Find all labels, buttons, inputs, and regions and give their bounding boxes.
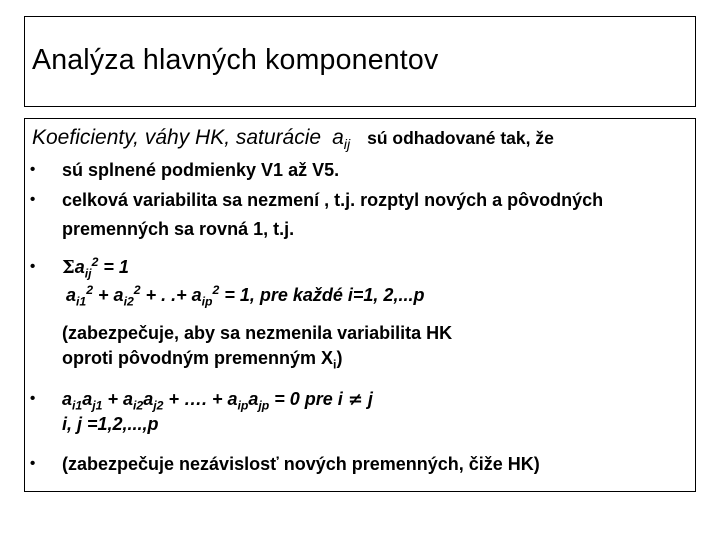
heading-rest: sú odhadované tak, že <box>367 128 554 148</box>
item-independence: (zabezpečuje nezávislosť nových premenných, čiže HK) <box>62 454 540 474</box>
bullet-1: • <box>30 161 36 178</box>
item-conditions: sú splnené podmienky V1 až V5. <box>62 160 340 180</box>
sum-expanded: $a_{i1}^2 + a_{i2}^2$ + . .+ $a_{ip}^2 = 1$, pre každé i=1, 2,...p <box>66 283 425 309</box>
heading-italic: Koeficienty, váhy HK, saturácie <box>32 126 322 149</box>
item-variability-line2: premenných sa rovná 1, t.j. <box>62 219 295 239</box>
bullet-3: • <box>30 258 36 275</box>
orthogonality-indices: i, j =1,2,...,p <box>62 414 159 434</box>
note-variability-line2: oproti pôvodným premenným $X_i$) <box>62 348 343 372</box>
content-heading <box>32 124 554 152</box>
slide-title: Analýza hlavných komponentov <box>32 44 439 76</box>
sum-formula: $\Sigma a_{ij}^2 = 1$ <box>62 255 129 281</box>
orthogonality-formula: $a_{i1}a_{j1} + a_{i2}a_{j2}$ + …. + $a_{ip}a_{jp} = 0$ pre i ≠ j <box>62 389 373 413</box>
bullet-5: • <box>30 455 36 472</box>
bullet-4: • <box>30 390 36 407</box>
bullet-2: • <box>30 191 36 208</box>
item-variability-line1: celková variabilita sa nezmení , t.j. rozptyl nových a pôvodných <box>62 190 604 210</box>
heading-a: $a_{ij}$ <box>332 126 351 154</box>
note-variability-line1: (zabezpečuje, aby sa nezmenila variabilita HK <box>62 323 453 343</box>
